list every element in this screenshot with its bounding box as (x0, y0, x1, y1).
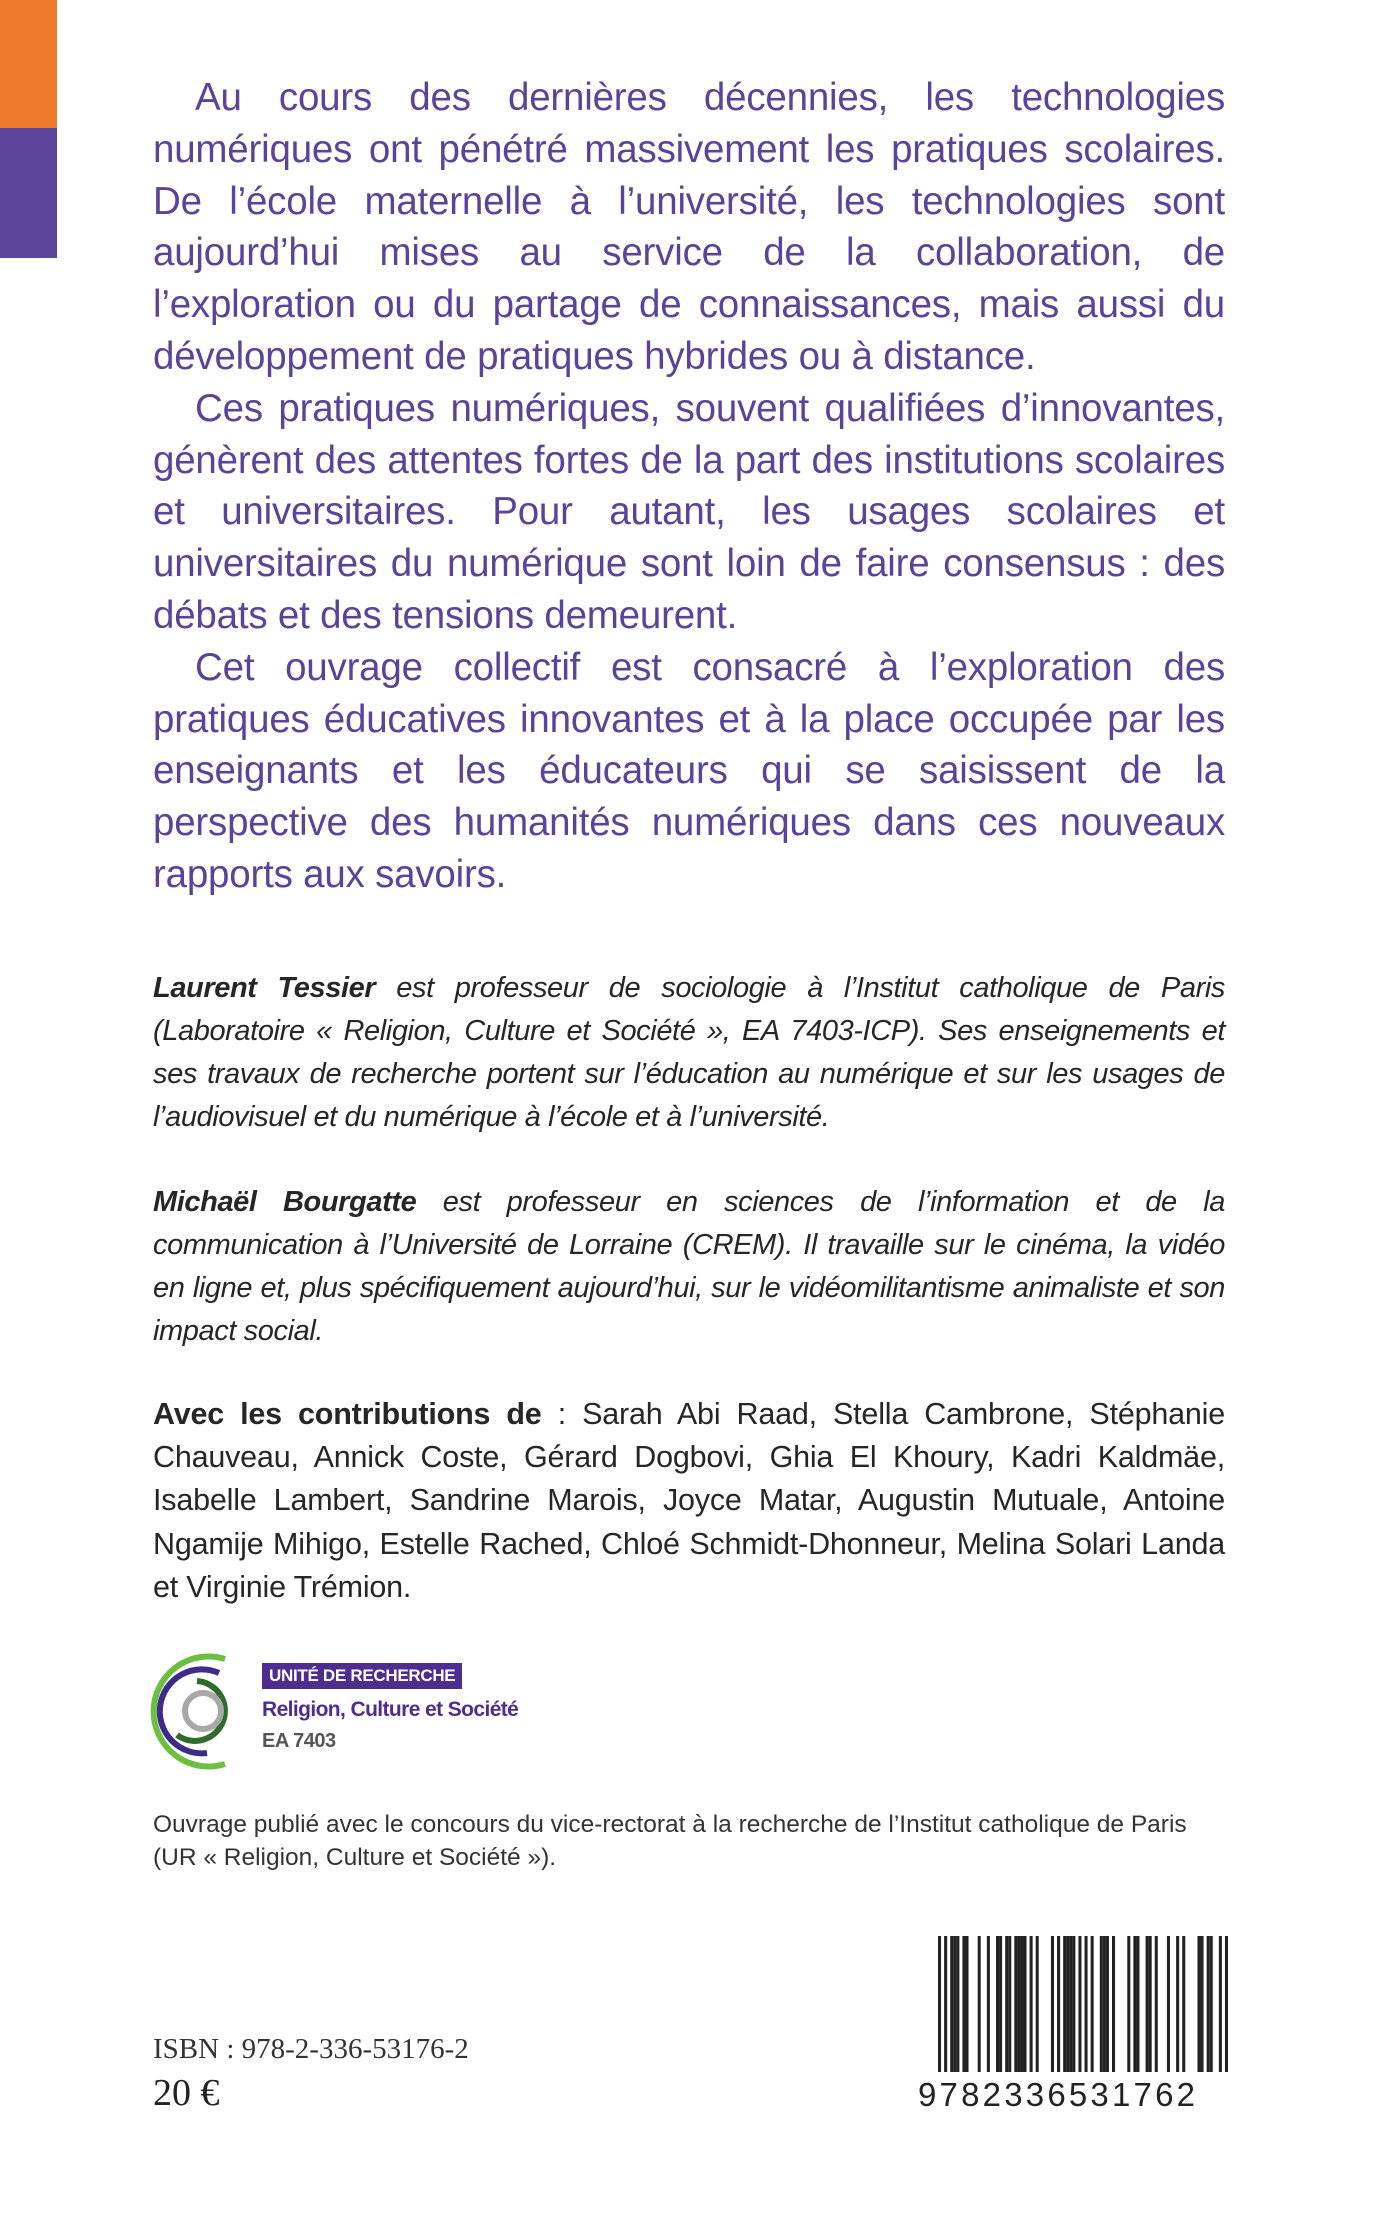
barcode-bar (978, 1936, 981, 2072)
barcode-bar (1036, 1936, 1039, 2072)
publication-note: Ouvrage publié avec le concours du vice-rectorat à la recherche de l’Institut catholique de Paris (UR « Religion, Culture et Société »). (153, 1811, 1187, 1872)
summary-paragraph: Ces pratiques numériques, souvent qualifiées d’innovantes, génèrent des attentes fortes de la part des institutions scolaires et universitaires. Pour autant, les usages scolaires et universitaires du numérique sont loin de faire consensus : des débats et des tensions demeurent. (153, 386, 1225, 637)
research-unit-logo (147, 1649, 517, 1774)
barcode-bar (1005, 1936, 1008, 2072)
barcode-bar (1100, 1936, 1103, 2072)
barcode-bar (1155, 1936, 1158, 2072)
barcode-bar (950, 1936, 953, 2072)
back-cover-column (153, 0, 1225, 2115)
barcode-bar (956, 1936, 959, 2072)
barcode-bar (1008, 1936, 1011, 2072)
barcode-bar (1176, 1936, 1179, 2072)
contributors-list: : Sarah Abi Raad, Stella Cambrone, Stéphanie Chauveau, Annick Coste, Gérard Dogbovi, Ghia El Khoury, Kadri Kaldmäe, Isabelle Lambert, Sandrine Marois, Joyce Matar, Augustin Mutuale, Antoine Ngamije Mihigo, Estelle Rached, Chloé Schmidt-Dhonneur, Melina Solari Landa et Virginie Trémion. (153, 1396, 1225, 1604)
logo-name: Religion, Culture et Société (262, 1698, 519, 1722)
barcode-bar (1207, 1936, 1210, 2072)
barcode-bar (1057, 1936, 1060, 2072)
barcode-bar (1146, 1936, 1149, 2072)
back-cover-footer (153, 1914, 1225, 2115)
barcode-digits: 9782336531762 (918, 2076, 1199, 2114)
barcode-bar (1069, 1936, 1072, 2072)
barcode-bar (1017, 1936, 1020, 2072)
barcode-bar (1225, 1936, 1228, 2072)
author-bio (153, 967, 1225, 1139)
barcode (938, 1936, 1228, 2072)
author-bio-text: est professeur de sociologie à l’Institut catholique de Paris (Laboratoire « Religion, Culture et Société », EA 7403-ICP). Ses enseignements et ses travaux de recherche portent sur l’éducation au numérique et sur les usages de l’audiovisuel et du numérique à l’école et à l’université. (153, 971, 1225, 1133)
orange-color-band (0, 0, 57, 128)
author-bio (153, 1181, 1225, 1353)
barcode-bar (1106, 1936, 1109, 2072)
barcode-bar (1197, 1936, 1200, 2072)
concentric-arcs-icon (147, 1649, 257, 1774)
contributors (153, 1393, 1225, 1609)
barcode-bar (938, 1936, 941, 2072)
back-cover-summary (153, 72, 1225, 901)
barcode-bar (965, 1936, 968, 2072)
barcode-bar (1127, 1936, 1130, 2072)
price: 20 € (153, 2072, 220, 2115)
author-name: Michaël Bourgatte (153, 1185, 417, 1218)
author-bio-text: est professeur en sciences de l’information et de la communication à l’Université de Lorraine (CREM). Il travaille sur le cinéma, la vidéo en ligne et, plus spécifiquement aujourd’hui, sur le vidéomilitantisme animaliste et son impact social. (153, 1185, 1225, 1347)
barcode-bar (1063, 1936, 1066, 2072)
barcode-bar (1085, 1936, 1088, 2072)
summary-paragraph: Cet ouvrage collectif est consacré à l’exploration des pratiques éducatives innovantes et à la place occupée par les enseignants et les éducateurs qui se saisissent de la perspective des humanités numériques dans ces nouveaux rapports aux savoirs. (153, 645, 1225, 896)
barcode-bar (1219, 1936, 1222, 2072)
barcode-bar (1051, 1936, 1054, 2072)
barcode-bar (1020, 1936, 1023, 2072)
barcode-bar (1014, 1936, 1017, 2072)
barcode-bar (1030, 1936, 1033, 2072)
author-name: Laurent Tessier (153, 971, 376, 1004)
barcode-bar (1201, 1936, 1204, 2072)
barcode-bar (1103, 1936, 1106, 2072)
summary-paragraph: Au cours des dernières décennies, les technologies numériques ont pénétré massivement les pratiques scolaires. De l’école maternelle à l’université, les technologies sont aujourd’hui mises au service de la collaboration, de l’exploration ou du partage de connaissances, mais aussi du développement de pratiques hybrides ou à distance. (153, 76, 1225, 378)
contributors-label: Avec les contributions de (153, 1396, 542, 1431)
isbn: ISBN : 978-2-336-53176-2 (153, 2033, 469, 2066)
barcode-bar (999, 1936, 1002, 2072)
logo-tag: UNITÉ DE RECHERCHE (262, 1663, 462, 1689)
barcode-bar (1066, 1936, 1069, 2072)
barcode-bar (1072, 1936, 1075, 2072)
barcode-bar (1136, 1936, 1139, 2072)
barcode-bar (1078, 1936, 1081, 2072)
logo-code: EA 7403 (262, 1730, 336, 1753)
barcode-bar (944, 1936, 947, 2072)
barcode-bar (953, 1936, 956, 2072)
barcode-bar (996, 1936, 999, 2072)
barcode-bar (1167, 1936, 1170, 2072)
barcode-bar (1182, 1936, 1185, 2072)
barcode-bar (1091, 1936, 1094, 2072)
barcode-bar (1149, 1936, 1152, 2072)
barcode-bar (962, 1936, 965, 2072)
purple-color-band (0, 128, 57, 258)
barcode-bar (1210, 1936, 1213, 2072)
barcode-bar (1112, 1936, 1115, 2072)
barcode-bar (1133, 1936, 1136, 2072)
barcode-bar (1023, 1936, 1026, 2072)
barcode-bar (987, 1936, 990, 2072)
